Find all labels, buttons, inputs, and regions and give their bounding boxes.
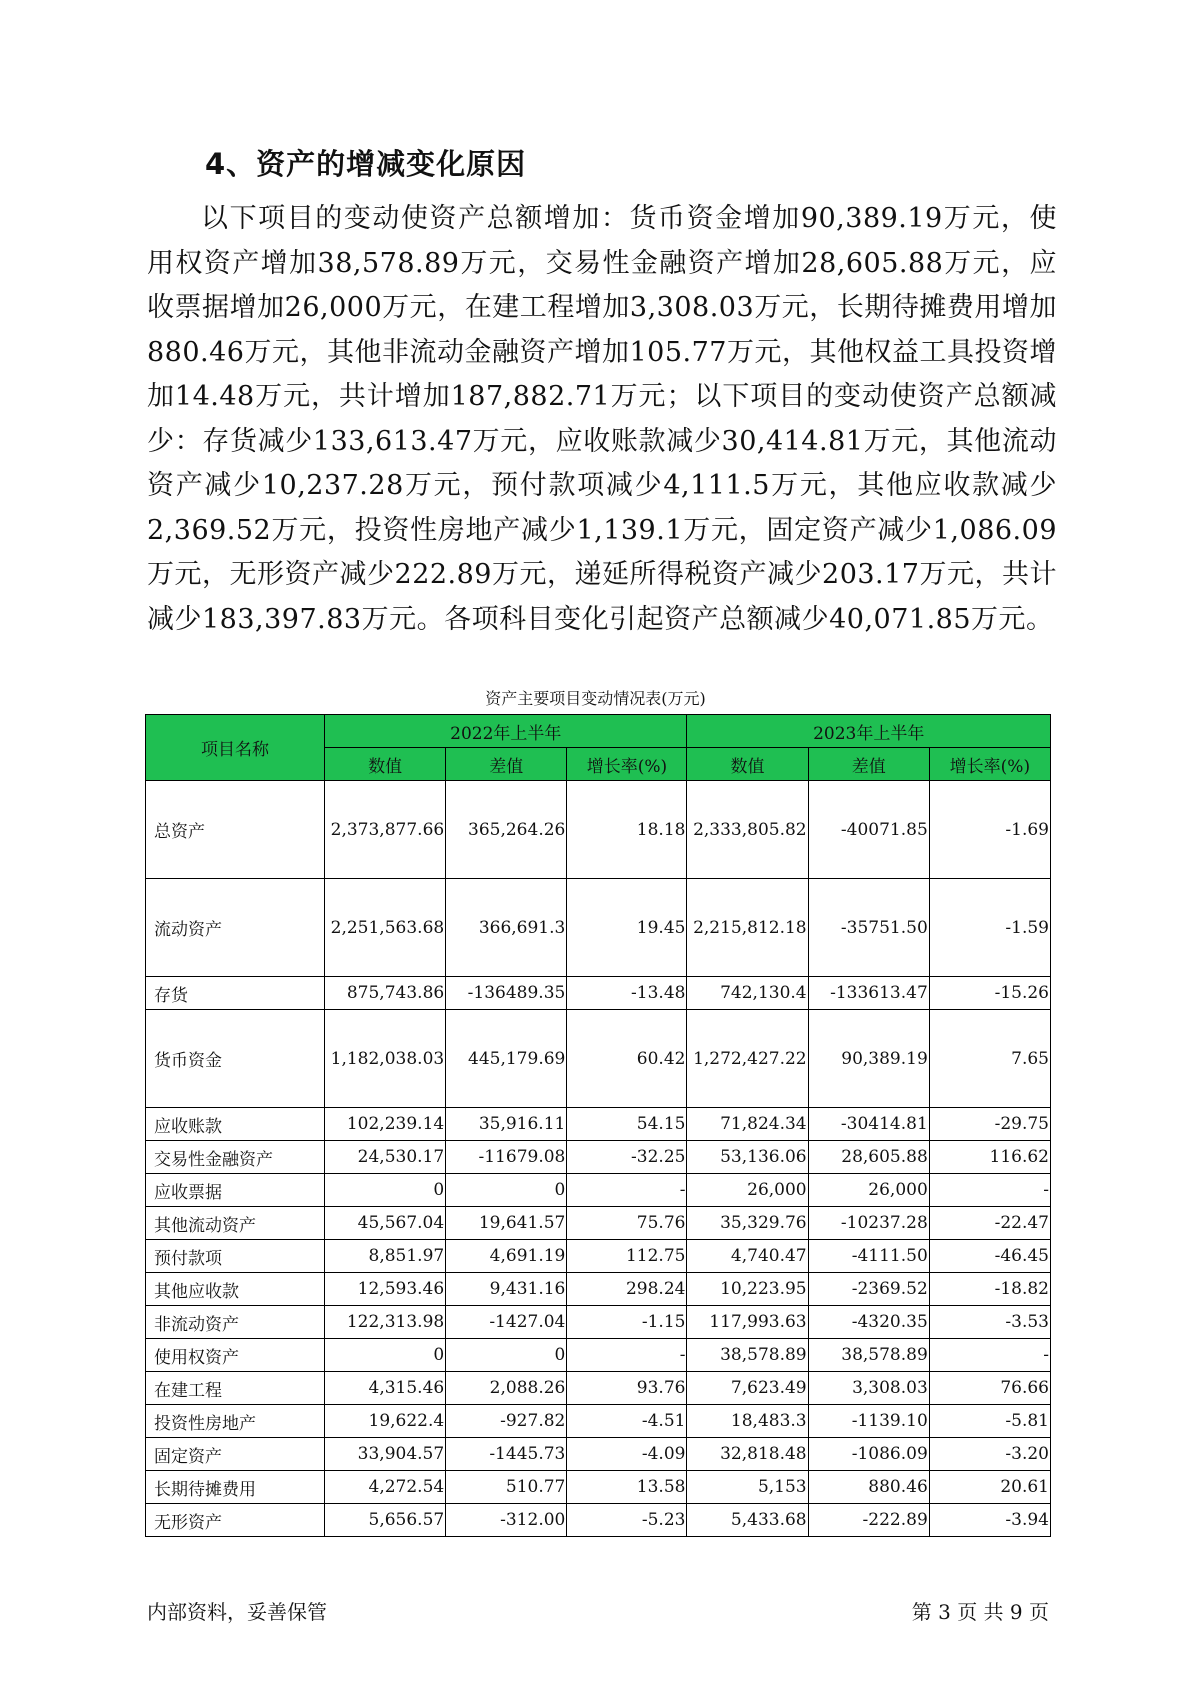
cell-r2: - [929, 1174, 1050, 1207]
cell-d1: 2,088.26 [446, 1372, 567, 1405]
table-header [146, 715, 1051, 781]
row-item-name: 投资性房地产 [146, 1405, 325, 1438]
cell-r2: -3.53 [929, 1306, 1050, 1339]
cell-v2: 2,333,805.82 [687, 781, 808, 879]
cell-v1: 2,251,563.68 [325, 879, 446, 977]
cell-d1: 0 [446, 1339, 567, 1372]
cell-r1: 298.24 [567, 1273, 687, 1306]
cell-r2: -1.69 [929, 781, 1050, 879]
cell-d2: 3,308.03 [808, 1372, 929, 1405]
cell-r1: 13.58 [567, 1471, 687, 1504]
cell-r2: 20.61 [929, 1471, 1050, 1504]
table-row [146, 1108, 1051, 1141]
cell-v1: 122,313.98 [325, 1306, 446, 1339]
cell-r1: -4.09 [567, 1438, 687, 1471]
cell-d1: 510.77 [446, 1471, 567, 1504]
header-item-name: 项目名称 [146, 715, 325, 781]
cell-r1: 93.76 [567, 1372, 687, 1405]
cell-r2: -46.45 [929, 1240, 1050, 1273]
cell-d2: 28,605.88 [808, 1141, 929, 1174]
cell-r2: -29.75 [929, 1108, 1050, 1141]
cell-d1: 9,431.16 [446, 1273, 567, 1306]
cell-v2: 53,136.06 [687, 1141, 808, 1174]
cell-r1: 112.75 [567, 1240, 687, 1273]
row-item-name: 固定资产 [146, 1438, 325, 1471]
cell-d1: -1427.04 [446, 1306, 567, 1339]
row-item-name: 其他流动资产 [146, 1207, 325, 1240]
cell-d1: -11679.08 [446, 1141, 567, 1174]
row-item-name: 无形资产 [146, 1504, 325, 1537]
cell-r2: -18.82 [929, 1273, 1050, 1306]
cell-d2: -35751.50 [808, 879, 929, 977]
cell-d1: -312.00 [446, 1504, 567, 1537]
cell-r1: -13.48 [567, 977, 687, 1010]
cell-d2: -30414.81 [808, 1108, 929, 1141]
cell-v2: 71,824.34 [687, 1108, 808, 1141]
body-paragraph: 以下项目的变动使资产总额增加：货币资金增加90,389.19万元，使用权资产增加38,578.89万元，交易性金融资产增加28,605.88万元，应收票据增加26,000万元，在建工程增加3,308.03万元，长期待摊费用增加880.46万元，其他非流动金融资产增加105.77万元，其他权益工具投资增加14.48万元，共计增加187,882.71万元；以下项目的变动使资产总额减少：存货减少133,613.47万元，应收账款减少30,414.81万元，其他流动资产减少10,237.28万元，预付款项减少4,111.5万元，其他应收款减少2,369.52万元，投资性房地产减少1,139.1万元，固定资产减少1,086.09万元，无形资产减少222.89万元，递延所得税资产减少203.17万元，共计减少183,397.83万元。各项科目变化引起资产总额减少40,071.85万元。 [147, 203, 1057, 635]
cell-r2: - [929, 1339, 1050, 1372]
cell-v1: 45,567.04 [325, 1207, 446, 1240]
row-item-name: 存货 [146, 977, 325, 1010]
header-value-2022: 数值 [325, 748, 446, 781]
cell-v1: 4,272.54 [325, 1471, 446, 1504]
cell-v2: 32,818.48 [687, 1438, 808, 1471]
row-item-name: 长期待摊费用 [146, 1471, 325, 1504]
cell-d2: -1139.10 [808, 1405, 929, 1438]
cell-r1: -4.51 [567, 1405, 687, 1438]
cell-d2: 38,578.89 [808, 1339, 929, 1372]
row-item-name: 流动资产 [146, 879, 325, 977]
cell-v1: 12,593.46 [325, 1273, 446, 1306]
table-row [146, 1438, 1051, 1471]
cell-d2: -1086.09 [808, 1438, 929, 1471]
cell-v1: 4,315.46 [325, 1372, 446, 1405]
cell-d1: 35,916.11 [446, 1108, 567, 1141]
cell-v2: 5,153 [687, 1471, 808, 1504]
cell-r2: 116.62 [929, 1141, 1050, 1174]
table-row [146, 879, 1051, 977]
header-period-2022: 2022年上半年 [325, 715, 687, 748]
cell-d2: -4111.50 [808, 1240, 929, 1273]
cell-v2: 4,740.47 [687, 1240, 808, 1273]
cell-v2: 1,272,427.22 [687, 1010, 808, 1108]
cell-d1: 19,641.57 [446, 1207, 567, 1240]
footer-page-number: 第 3 页 共 9 页 [911, 1600, 1049, 1624]
cell-r2: 7.65 [929, 1010, 1050, 1108]
cell-d2: 90,389.19 [808, 1010, 929, 1108]
cell-d1: -136489.35 [446, 977, 567, 1010]
row-item-name: 使用权资产 [146, 1339, 325, 1372]
table-row [146, 1174, 1051, 1207]
cell-v2: 117,993.63 [687, 1306, 808, 1339]
cell-d1: -927.82 [446, 1405, 567, 1438]
table-row [146, 1504, 1051, 1537]
cell-d1: 365,264.26 [446, 781, 567, 879]
cell-d1: 445,179.69 [446, 1010, 567, 1108]
cell-r2: -1.59 [929, 879, 1050, 977]
row-item-name: 总资产 [146, 781, 325, 879]
header-rate-2023: 增长率(%) [929, 748, 1050, 781]
cell-r2: -22.47 [929, 1207, 1050, 1240]
table-row [146, 1010, 1051, 1108]
table-row [146, 1405, 1051, 1438]
header-value-2023: 数值 [687, 748, 808, 781]
header-rate-2022: 增长率(%) [567, 748, 687, 781]
row-item-name: 应收票据 [146, 1174, 325, 1207]
cell-v2: 38,578.89 [687, 1339, 808, 1372]
table-row [146, 1306, 1051, 1339]
cell-d2: -10237.28 [808, 1207, 929, 1240]
cell-d2: -2369.52 [808, 1273, 929, 1306]
table-row [146, 1339, 1051, 1372]
asset-change-table [145, 714, 1051, 1537]
row-item-name: 预付款项 [146, 1240, 325, 1273]
table-row [146, 1273, 1051, 1306]
table-caption: 资产主要项目变动情况表(万元) [485, 689, 706, 708]
cell-d2: 26,000 [808, 1174, 929, 1207]
header-period-2023: 2023年上半年 [687, 715, 1051, 748]
table-row [146, 781, 1051, 879]
cell-v2: 10,223.95 [687, 1273, 808, 1306]
header-diff-2023: 差值 [808, 748, 929, 781]
cell-v2: 18,483.3 [687, 1405, 808, 1438]
table-row [146, 1141, 1051, 1174]
cell-r2: -5.81 [929, 1405, 1050, 1438]
row-item-name: 非流动资产 [146, 1306, 325, 1339]
row-item-name: 应收账款 [146, 1108, 325, 1141]
cell-v1: 102,239.14 [325, 1108, 446, 1141]
cell-v1: 8,851.97 [325, 1240, 446, 1273]
cell-v1: 19,622.4 [325, 1405, 446, 1438]
row-item-name: 其他应收款 [146, 1273, 325, 1306]
cell-v1: 0 [325, 1339, 446, 1372]
cell-v2: 35,329.76 [687, 1207, 808, 1240]
cell-v1: 2,373,877.66 [325, 781, 446, 879]
cell-v2: 5,433.68 [687, 1504, 808, 1537]
cell-v1: 33,904.57 [325, 1438, 446, 1471]
table-row [146, 977, 1051, 1010]
cell-v1: 5,656.57 [325, 1504, 446, 1537]
table-row [146, 1207, 1051, 1240]
cell-v1: 24,530.17 [325, 1141, 446, 1174]
cell-r2: -3.20 [929, 1438, 1050, 1471]
section-heading: 4、资产的增减变化原因 [205, 147, 527, 181]
cell-d2: -4320.35 [808, 1306, 929, 1339]
cell-r1: 18.18 [567, 781, 687, 879]
cell-d1: 4,691.19 [446, 1240, 567, 1273]
cell-r1: -1.15 [567, 1306, 687, 1339]
row-item-name: 货币资金 [146, 1010, 325, 1108]
cell-v2: 742,130.4 [687, 977, 808, 1010]
cell-r1: - [567, 1339, 687, 1372]
row-item-name: 交易性金融资产 [146, 1141, 325, 1174]
cell-r1: 75.76 [567, 1207, 687, 1240]
table-row [146, 1471, 1051, 1504]
header-diff-2022: 差值 [446, 748, 567, 781]
cell-r1: 60.42 [567, 1010, 687, 1108]
cell-v1: 1,182,038.03 [325, 1010, 446, 1108]
cell-r1: -32.25 [567, 1141, 687, 1174]
cell-v1: 875,743.86 [325, 977, 446, 1010]
cell-d1: -1445.73 [446, 1438, 567, 1471]
footer-confidential-note: 内部资料，妥善保管 [147, 1600, 327, 1624]
table-row [146, 1240, 1051, 1273]
cell-v1: 0 [325, 1174, 446, 1207]
table-row [146, 1372, 1051, 1405]
cell-r1: - [567, 1174, 687, 1207]
cell-r2: -3.94 [929, 1504, 1050, 1537]
cell-v2: 26,000 [687, 1174, 808, 1207]
row-item-name: 在建工程 [146, 1372, 325, 1405]
cell-d2: -133613.47 [808, 977, 929, 1010]
cell-r2: -15.26 [929, 977, 1050, 1010]
cell-r1: -5.23 [567, 1504, 687, 1537]
cell-v2: 2,215,812.18 [687, 879, 808, 977]
cell-d2: -222.89 [808, 1504, 929, 1537]
cell-d1: 0 [446, 1174, 567, 1207]
cell-r1: 54.15 [567, 1108, 687, 1141]
cell-d2: 880.46 [808, 1471, 929, 1504]
cell-r2: 76.66 [929, 1372, 1050, 1405]
cell-v2: 7,623.49 [687, 1372, 808, 1405]
cell-r1: 19.45 [567, 879, 687, 977]
cell-d1: 366,691.3 [446, 879, 567, 977]
cell-d2: -40071.85 [808, 781, 929, 879]
table-body [146, 781, 1051, 1537]
